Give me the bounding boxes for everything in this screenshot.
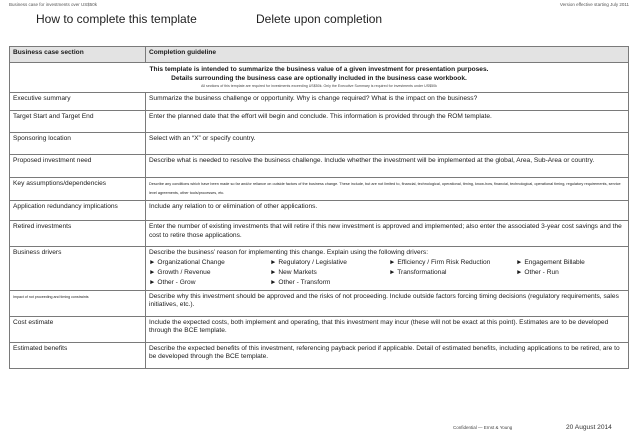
table-row bbox=[10, 201, 629, 221]
driver-item: ► Engagement Billable bbox=[516, 258, 585, 266]
completion-guideline-table bbox=[9, 46, 629, 369]
driver-item: ► Regulatory / Legislative bbox=[270, 258, 347, 266]
section-cell: Proposed investment need bbox=[10, 155, 146, 178]
footer-date: 20 August 2014 bbox=[566, 424, 612, 431]
section-cell: Impact of not proceeding and timing constraints bbox=[10, 290, 146, 316]
guideline-cell: Enter the number of existing investments that will retire if this new investment is approved and implemented; also enter the associated 3-year cost savings and the cost to retire those applications. bbox=[146, 221, 629, 247]
guideline-cell: Include the expected costs, both implement and operating, that this investment may incur (these will not be exact at this point). Estimates are to be developed through the BCE template. bbox=[146, 316, 629, 342]
guideline-cell: Describe what is needed to resolve the business challenge. Include whether the investment will be implemented at the global, Area, Sub-Area or country. bbox=[146, 155, 629, 178]
header-right-note: Version effective starting July 2011 bbox=[559, 2, 629, 7]
guideline-cell: Select with an “X” or specify country. bbox=[146, 133, 629, 155]
guideline-cell: Summarize the business challenge or opportunity. Why is change required? What is the impact on the business? bbox=[146, 93, 629, 111]
intro-row bbox=[10, 63, 629, 93]
guideline-cell: Describe why this investment should be approved and the risks of not proceeding. Include outside factors forcing timing decisions (regulatory requirements, sales initiatives, etc.). bbox=[146, 290, 629, 316]
driver-item: ► Organizational Change bbox=[149, 258, 225, 266]
guideline-cell: Describe the expected benefits of this investment, referencing payback period if applicable. Detail of estimated benefits, including applications to be retired, are to be developed through the BCE template. bbox=[146, 342, 629, 368]
page-subtitle: Delete upon completion bbox=[256, 12, 383, 26]
guideline-cell: Enter the planned date that the effort will begin and conclude. This information is provided through the ROM template. bbox=[146, 111, 629, 133]
section-cell: Retired investments bbox=[10, 221, 146, 247]
header-left-note: Business case for investments over US$50k bbox=[9, 2, 98, 7]
driver-item: ► Growth / Revenue bbox=[149, 268, 211, 276]
table-row bbox=[10, 221, 629, 247]
driver-item: ► Other - Run bbox=[516, 268, 559, 276]
driver-item: ► Efficiency / Firm Risk Reduction bbox=[389, 258, 491, 266]
page-title: How to complete this template bbox=[36, 12, 197, 26]
guideline-cell: Include any relation to or elimination of other applications. bbox=[146, 201, 629, 221]
intro-line-3: All sections of this template are required for investments exceeding US$50k. Only the Executive Summary is required for investments under US$50k bbox=[201, 84, 437, 88]
section-cell: Estimated benefits bbox=[10, 342, 146, 368]
table-row bbox=[10, 290, 629, 316]
driver-item: ► New Markets bbox=[270, 268, 317, 276]
section-cell: Application redundancy implications bbox=[10, 201, 146, 221]
section-cell: Executive summary bbox=[10, 93, 146, 111]
guideline-cell bbox=[146, 247, 629, 291]
intro-line-1: This template is intended to summarize the business value of a given investment for presentation purposes. bbox=[149, 66, 489, 73]
section-cell: Business drivers bbox=[10, 247, 146, 291]
driver-item: ► Other - Grow bbox=[149, 278, 196, 286]
driver-item: ► Other - Transform bbox=[270, 278, 331, 286]
intro-cell bbox=[10, 63, 629, 93]
driver-item: ► Transformational bbox=[389, 268, 447, 276]
column-header-guideline: Completion guideline bbox=[146, 47, 629, 63]
table-row bbox=[10, 316, 629, 342]
table-row bbox=[10, 155, 629, 178]
table-row bbox=[10, 133, 629, 155]
drivers-intro: Describe the business’ reason for implementing this change. Explain using the following drivers: bbox=[149, 249, 429, 256]
table-row bbox=[10, 342, 629, 368]
table-row bbox=[10, 178, 629, 201]
table-row bbox=[10, 93, 629, 111]
column-header-section: Business case section bbox=[10, 47, 146, 63]
drivers-list bbox=[149, 258, 625, 288]
intro-line-2: Details surrounding the business case are optionally included in the business case workbook. bbox=[171, 75, 467, 82]
table-header-row bbox=[10, 47, 629, 63]
table-row bbox=[10, 111, 629, 133]
section-cell: Key assumptions/dependencies bbox=[10, 178, 146, 201]
guideline-cell: Describe any conditions which have been made so far and/or reliance on outside factors of the business change. These include, but are not limited to, financial, technological, operational, timing, know-how, financial, technological, operational timing, regulatory requirements, service level agreements, other tools/processes, etc. bbox=[146, 178, 629, 201]
footer-confidential: Confidential — Ernst & Young bbox=[453, 425, 513, 430]
section-cell: Sponsoring location bbox=[10, 133, 146, 155]
section-cell: Target Start and Target End bbox=[10, 111, 146, 133]
table-row bbox=[10, 247, 629, 291]
section-cell: Cost estimate bbox=[10, 316, 146, 342]
